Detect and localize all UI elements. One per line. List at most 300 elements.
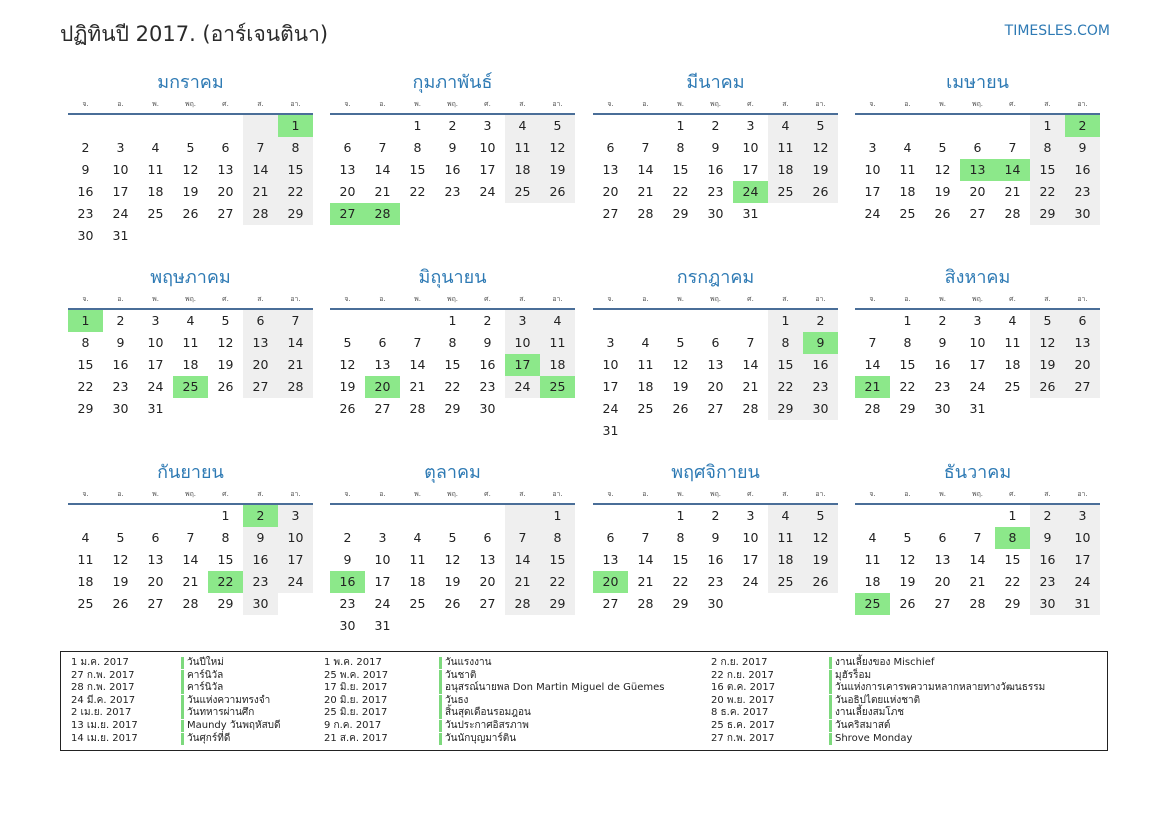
day-cell[interactable]: 31 xyxy=(602,423,619,438)
holiday-day-cell[interactable]: 8 xyxy=(995,527,1030,549)
day-cell[interactable]: 25 xyxy=(1004,379,1021,394)
day-cell[interactable]: 7 xyxy=(186,530,195,545)
day-cell[interactable]: 14 xyxy=(409,357,426,372)
day-cell[interactable]: 18 xyxy=(1004,357,1021,372)
day-cell[interactable]: 4 xyxy=(186,313,195,328)
day-cell[interactable]: 1 xyxy=(768,310,803,332)
day-cell[interactable]: 5 xyxy=(221,313,230,328)
day-cell[interactable]: 3 xyxy=(483,118,492,133)
day-cell[interactable]: 7 xyxy=(378,140,387,155)
day-cell[interactable]: 31 xyxy=(969,401,986,416)
day-cell[interactable]: 26 xyxy=(217,379,234,394)
day-cell[interactable]: 11 xyxy=(1004,335,1021,350)
day-cell[interactable]: 18 xyxy=(768,549,803,571)
day-cell[interactable]: 5 xyxy=(676,335,685,350)
day-cell[interactable]: 17 xyxy=(374,574,391,589)
day-cell[interactable]: 12 xyxy=(182,162,199,177)
day-cell[interactable]: 28 xyxy=(409,401,426,416)
day-cell[interactable]: 31 xyxy=(742,206,759,221)
day-cell[interactable]: 5 xyxy=(938,140,947,155)
day-cell[interactable]: 7 xyxy=(413,335,422,350)
day-cell[interactable]: 16 xyxy=(803,354,838,376)
day-cell[interactable]: 29 xyxy=(77,401,94,416)
day-cell[interactable]: 5 xyxy=(186,140,195,155)
day-cell[interactable]: 17 xyxy=(742,162,759,177)
day-cell[interactable]: 28 xyxy=(278,376,313,398)
day-cell[interactable]: 27 xyxy=(243,376,278,398)
day-cell[interactable]: 29 xyxy=(278,203,313,225)
holiday-day-cell[interactable]: 1 xyxy=(68,310,103,332)
day-cell[interactable]: 8 xyxy=(81,335,90,350)
day-cell[interactable]: 3 xyxy=(1065,505,1100,527)
day-cell[interactable]: 28 xyxy=(505,593,540,615)
day-cell[interactable]: 6 xyxy=(711,335,720,350)
day-cell[interactable]: 28 xyxy=(637,596,654,611)
day-cell[interactable]: 14 xyxy=(243,159,278,181)
day-cell[interactable]: 21 xyxy=(969,574,986,589)
day-cell[interactable]: 20 xyxy=(602,184,619,199)
day-cell[interactable]: 15 xyxy=(444,357,461,372)
day-cell[interactable]: 2 xyxy=(116,313,125,328)
day-cell[interactable]: 12 xyxy=(934,162,951,177)
day-cell[interactable]: 13 xyxy=(707,357,724,372)
day-cell[interactable]: 12 xyxy=(899,552,916,567)
day-cell[interactable]: 4 xyxy=(903,140,912,155)
day-cell[interactable]: 30 xyxy=(934,401,951,416)
day-cell[interactable]: 8 xyxy=(903,335,912,350)
day-cell[interactable]: 10 xyxy=(479,140,496,155)
day-cell[interactable]: 2 xyxy=(711,118,720,133)
holiday-day-cell[interactable]: 25 xyxy=(855,593,890,615)
day-cell[interactable]: 10 xyxy=(505,332,540,354)
day-cell[interactable]: 7 xyxy=(746,335,755,350)
day-cell[interactable]: 6 xyxy=(606,140,615,155)
day-cell[interactable]: 1 xyxy=(540,505,575,527)
day-cell[interactable]: 4 xyxy=(641,335,650,350)
day-cell[interactable]: 6 xyxy=(973,140,982,155)
day-cell[interactable]: 22 xyxy=(77,379,94,394)
day-cell[interactable]: 31 xyxy=(112,228,129,243)
day-cell[interactable]: 8 xyxy=(676,530,685,545)
day-cell[interactable]: 9 xyxy=(711,530,720,545)
day-cell[interactable]: 4 xyxy=(540,310,575,332)
day-cell[interactable]: 16 xyxy=(707,552,724,567)
day-cell[interactable]: 5 xyxy=(540,115,575,137)
day-cell[interactable]: 4 xyxy=(768,115,803,137)
day-cell[interactable]: 20 xyxy=(1065,354,1100,376)
day-cell[interactable]: 5 xyxy=(448,530,457,545)
day-cell[interactable]: 29 xyxy=(672,596,689,611)
day-cell[interactable]: 18 xyxy=(505,159,540,181)
day-cell[interactable]: 23 xyxy=(339,596,356,611)
day-cell[interactable]: 17 xyxy=(278,549,313,571)
day-cell[interactable]: 21 xyxy=(505,571,540,593)
day-cell[interactable]: 21 xyxy=(742,379,759,394)
day-cell[interactable]: 5 xyxy=(903,530,912,545)
holiday-day-cell[interactable]: 20 xyxy=(593,571,628,593)
day-cell[interactable]: 21 xyxy=(182,574,199,589)
day-cell[interactable]: 2 xyxy=(448,118,457,133)
day-cell[interactable]: 14 xyxy=(742,357,759,372)
day-cell[interactable]: 2 xyxy=(711,508,720,523)
day-cell[interactable]: 20 xyxy=(934,574,951,589)
day-cell[interactable]: 9 xyxy=(243,527,278,549)
day-cell[interactable]: 29 xyxy=(1004,596,1021,611)
day-cell[interactable]: 28 xyxy=(969,596,986,611)
day-cell[interactable]: 2 xyxy=(483,313,492,328)
day-cell[interactable]: 2 xyxy=(938,313,947,328)
day-cell[interactable]: 29 xyxy=(672,206,689,221)
day-cell[interactable]: 6 xyxy=(343,140,352,155)
day-cell[interactable]: 6 xyxy=(938,530,947,545)
day-cell[interactable]: 19 xyxy=(112,574,129,589)
day-cell[interactable]: 23 xyxy=(1030,571,1065,593)
day-cell[interactable]: 2 xyxy=(803,310,838,332)
day-cell[interactable]: 21 xyxy=(243,181,278,203)
day-cell[interactable]: 12 xyxy=(444,552,461,567)
day-cell[interactable]: 15 xyxy=(77,357,94,372)
day-cell[interactable]: 1 xyxy=(448,313,457,328)
day-cell[interactable]: 10 xyxy=(742,140,759,155)
day-cell[interactable]: 14 xyxy=(374,162,391,177)
day-cell[interactable]: 9 xyxy=(81,162,90,177)
day-cell[interactable]: 27 xyxy=(602,206,619,221)
day-cell[interactable]: 11 xyxy=(505,137,540,159)
day-cell[interactable]: 4 xyxy=(151,140,160,155)
holiday-day-cell[interactable]: 17 xyxy=(505,354,540,376)
day-cell[interactable]: 25 xyxy=(899,206,916,221)
day-cell[interactable]: 24 xyxy=(374,596,391,611)
holiday-day-cell[interactable]: 28 xyxy=(365,203,400,225)
day-cell[interactable]: 2 xyxy=(1030,505,1065,527)
day-cell[interactable]: 18 xyxy=(768,159,803,181)
day-cell[interactable]: 24 xyxy=(602,401,619,416)
day-cell[interactable]: 15 xyxy=(1030,159,1065,181)
day-cell[interactable]: 8 xyxy=(221,530,230,545)
day-cell[interactable]: 28 xyxy=(243,203,278,225)
day-cell[interactable]: 29 xyxy=(899,401,916,416)
day-cell[interactable]: 22 xyxy=(1004,574,1021,589)
day-cell[interactable]: 7 xyxy=(278,310,313,332)
day-cell[interactable]: 24 xyxy=(278,571,313,593)
day-cell[interactable]: 29 xyxy=(540,593,575,615)
day-cell[interactable]: 23 xyxy=(1065,181,1100,203)
day-cell[interactable]: 22 xyxy=(672,184,689,199)
day-cell[interactable]: 30 xyxy=(1065,203,1100,225)
day-cell[interactable]: 17 xyxy=(147,357,164,372)
day-cell[interactable]: 22 xyxy=(1030,181,1065,203)
day-cell[interactable]: 8 xyxy=(278,137,313,159)
day-cell[interactable]: 10 xyxy=(742,530,759,545)
day-cell[interactable]: 23 xyxy=(243,571,278,593)
day-cell[interactable]: 20 xyxy=(479,574,496,589)
day-cell[interactable]: 2 xyxy=(343,530,352,545)
day-cell[interactable]: 13 xyxy=(602,162,619,177)
day-cell[interactable]: 4 xyxy=(1008,313,1017,328)
day-cell[interactable]: 18 xyxy=(899,184,916,199)
day-cell[interactable]: 29 xyxy=(217,596,234,611)
day-cell[interactable]: 5 xyxy=(803,115,838,137)
day-cell[interactable]: 15 xyxy=(278,159,313,181)
holiday-day-cell[interactable]: 2 xyxy=(1065,115,1100,137)
day-cell[interactable]: 25 xyxy=(768,181,803,203)
day-cell[interactable]: 19 xyxy=(934,184,951,199)
day-cell[interactable]: 26 xyxy=(934,206,951,221)
day-cell[interactable]: 19 xyxy=(444,574,461,589)
day-cell[interactable]: 28 xyxy=(742,401,759,416)
day-cell[interactable]: 21 xyxy=(278,354,313,376)
day-cell[interactable]: 14 xyxy=(969,552,986,567)
day-cell[interactable]: 8 xyxy=(540,527,575,549)
day-cell[interactable]: 17 xyxy=(1065,549,1100,571)
day-cell[interactable]: 25 xyxy=(77,596,94,611)
day-cell[interactable]: 1 xyxy=(413,118,422,133)
day-cell[interactable]: 19 xyxy=(803,549,838,571)
day-cell[interactable]: 16 xyxy=(479,357,496,372)
day-cell[interactable]: 18 xyxy=(409,574,426,589)
day-cell[interactable]: 30 xyxy=(479,401,496,416)
day-cell[interactable]: 29 xyxy=(1030,203,1065,225)
day-cell[interactable]: 25 xyxy=(505,181,540,203)
day-cell[interactable]: 17 xyxy=(112,184,129,199)
day-cell[interactable]: 30 xyxy=(803,398,838,420)
day-cell[interactable]: 27 xyxy=(934,596,951,611)
day-cell[interactable]: 20 xyxy=(243,354,278,376)
day-cell[interactable]: 4 xyxy=(768,505,803,527)
day-cell[interactable]: 9 xyxy=(1030,527,1065,549)
day-cell[interactable]: 27 xyxy=(479,596,496,611)
day-cell[interactable]: 6 xyxy=(378,335,387,350)
day-cell[interactable]: 6 xyxy=(1065,310,1100,332)
day-cell[interactable]: 15 xyxy=(768,354,803,376)
holiday-day-cell[interactable]: 9 xyxy=(803,332,838,354)
day-cell[interactable]: 6 xyxy=(483,530,492,545)
day-cell[interactable]: 19 xyxy=(339,379,356,394)
day-cell[interactable]: 13 xyxy=(339,162,356,177)
day-cell[interactable]: 25 xyxy=(768,571,803,593)
day-cell[interactable]: 17 xyxy=(479,162,496,177)
day-cell[interactable]: 13 xyxy=(217,162,234,177)
day-cell[interactable]: 24 xyxy=(112,206,129,221)
day-cell[interactable]: 7 xyxy=(243,137,278,159)
holiday-day-cell[interactable]: 22 xyxy=(208,571,243,593)
day-cell[interactable]: 12 xyxy=(672,357,689,372)
day-cell[interactable]: 28 xyxy=(182,596,199,611)
day-cell[interactable]: 26 xyxy=(540,181,575,203)
day-cell[interactable]: 16 xyxy=(444,162,461,177)
day-cell[interactable]: 4 xyxy=(413,530,422,545)
day-cell[interactable]: 11 xyxy=(147,162,164,177)
day-cell[interactable]: 7 xyxy=(868,335,877,350)
day-cell[interactable]: 27 xyxy=(707,401,724,416)
day-cell[interactable]: 30 xyxy=(339,618,356,633)
day-cell[interactable]: 3 xyxy=(973,313,982,328)
day-cell[interactable]: 24 xyxy=(479,184,496,199)
day-cell[interactable]: 18 xyxy=(637,379,654,394)
day-cell[interactable]: 17 xyxy=(864,184,881,199)
day-cell[interactable]: 18 xyxy=(77,574,94,589)
day-cell[interactable]: 10 xyxy=(969,335,986,350)
day-cell[interactable]: 20 xyxy=(147,574,164,589)
day-cell[interactable]: 12 xyxy=(217,335,234,350)
day-cell[interactable]: 1 xyxy=(1008,508,1017,523)
day-cell[interactable]: 19 xyxy=(1030,354,1065,376)
holiday-day-cell[interactable]: 27 xyxy=(330,203,365,225)
holiday-day-cell[interactable]: 2 xyxy=(243,505,278,527)
day-cell[interactable]: 24 xyxy=(1065,571,1100,593)
day-cell[interactable]: 14 xyxy=(637,552,654,567)
day-cell[interactable]: 31 xyxy=(374,618,391,633)
day-cell[interactable]: 21 xyxy=(1004,184,1021,199)
day-cell[interactable]: 19 xyxy=(672,379,689,394)
day-cell[interactable]: 28 xyxy=(1004,206,1021,221)
day-cell[interactable]: 5 xyxy=(803,505,838,527)
day-cell[interactable]: 24 xyxy=(864,206,881,221)
day-cell[interactable]: 19 xyxy=(899,574,916,589)
day-cell[interactable]: 6 xyxy=(221,140,230,155)
day-cell[interactable]: 1 xyxy=(676,508,685,523)
day-cell[interactable]: 3 xyxy=(378,530,387,545)
day-cell[interactable]: 13 xyxy=(602,552,619,567)
day-cell[interactable]: 31 xyxy=(147,401,164,416)
day-cell[interactable]: 21 xyxy=(374,184,391,199)
day-cell[interactable]: 22 xyxy=(409,184,426,199)
day-cell[interactable]: 11 xyxy=(540,332,575,354)
day-cell[interactable]: 22 xyxy=(540,571,575,593)
day-cell[interactable]: 4 xyxy=(505,115,540,137)
day-cell[interactable]: 27 xyxy=(147,596,164,611)
day-cell[interactable]: 6 xyxy=(151,530,160,545)
day-cell[interactable]: 8 xyxy=(768,332,803,354)
day-cell[interactable]: 23 xyxy=(112,379,129,394)
day-cell[interactable]: 11 xyxy=(768,527,803,549)
holiday-day-cell[interactable]: 16 xyxy=(330,571,365,593)
day-cell[interactable]: 3 xyxy=(505,310,540,332)
day-cell[interactable]: 26 xyxy=(182,206,199,221)
day-cell[interactable]: 30 xyxy=(707,596,724,611)
holiday-day-cell[interactable]: 25 xyxy=(173,376,208,398)
holiday-day-cell[interactable]: 14 xyxy=(995,159,1030,181)
day-cell[interactable]: 11 xyxy=(182,335,199,350)
day-cell[interactable]: 13 xyxy=(1065,332,1100,354)
day-cell[interactable]: 24 xyxy=(969,379,986,394)
day-cell[interactable]: 27 xyxy=(969,206,986,221)
day-cell[interactable]: 22 xyxy=(444,379,461,394)
day-cell[interactable]: 14 xyxy=(278,332,313,354)
day-cell[interactable]: 11 xyxy=(864,552,881,567)
day-cell[interactable]: 15 xyxy=(672,162,689,177)
day-cell[interactable]: 6 xyxy=(606,530,615,545)
day-cell[interactable]: 10 xyxy=(278,527,313,549)
day-cell[interactable]: 3 xyxy=(868,140,877,155)
day-cell[interactable]: 15 xyxy=(1004,552,1021,567)
day-cell[interactable]: 2 xyxy=(81,140,90,155)
day-cell[interactable]: 16 xyxy=(112,357,129,372)
day-cell[interactable]: 11 xyxy=(637,357,654,372)
day-cell[interactable]: 20 xyxy=(339,184,356,199)
day-cell[interactable]: 17 xyxy=(742,552,759,567)
day-cell[interactable]: 12 xyxy=(803,527,838,549)
day-cell[interactable]: 5 xyxy=(116,530,125,545)
day-cell[interactable]: 17 xyxy=(602,379,619,394)
day-cell[interactable]: 23 xyxy=(707,184,724,199)
day-cell[interactable]: 10 xyxy=(374,552,391,567)
day-cell[interactable]: 22 xyxy=(768,376,803,398)
day-cell[interactable]: 16 xyxy=(934,357,951,372)
day-cell[interactable]: 9 xyxy=(938,335,947,350)
day-cell[interactable]: 23 xyxy=(479,379,496,394)
day-cell[interactable]: 12 xyxy=(803,137,838,159)
day-cell[interactable]: 12 xyxy=(112,552,129,567)
day-cell[interactable]: 11 xyxy=(409,552,426,567)
day-cell[interactable]: 16 xyxy=(707,162,724,177)
day-cell[interactable]: 26 xyxy=(112,596,129,611)
day-cell[interactable]: 15 xyxy=(409,162,426,177)
day-cell[interactable]: 3 xyxy=(746,118,755,133)
day-cell[interactable]: 18 xyxy=(540,354,575,376)
day-cell[interactable]: 19 xyxy=(803,159,838,181)
day-cell[interactable]: 27 xyxy=(602,596,619,611)
day-cell[interactable]: 8 xyxy=(1030,137,1065,159)
day-cell[interactable]: 26 xyxy=(803,181,838,203)
day-cell[interactable]: 10 xyxy=(147,335,164,350)
day-cell[interactable]: 18 xyxy=(147,184,164,199)
day-cell[interactable]: 26 xyxy=(672,401,689,416)
day-cell[interactable]: 13 xyxy=(374,357,391,372)
day-cell[interactable]: 12 xyxy=(1030,332,1065,354)
day-cell[interactable]: 14 xyxy=(505,549,540,571)
day-cell[interactable]: 30 xyxy=(707,206,724,221)
day-cell[interactable]: 11 xyxy=(77,552,94,567)
day-cell[interactable]: 29 xyxy=(444,401,461,416)
day-cell[interactable]: 23 xyxy=(77,206,94,221)
day-cell[interactable]: 15 xyxy=(540,549,575,571)
day-cell[interactable]: 9 xyxy=(711,140,720,155)
day-cell[interactable]: 13 xyxy=(479,552,496,567)
day-cell[interactable]: 22 xyxy=(278,181,313,203)
day-cell[interactable]: 7 xyxy=(641,530,650,545)
day-cell[interactable]: 18 xyxy=(864,574,881,589)
day-cell[interactable]: 15 xyxy=(899,357,916,372)
day-cell[interactable]: 14 xyxy=(637,162,654,177)
day-cell[interactable]: 19 xyxy=(182,184,199,199)
day-cell[interactable]: 23 xyxy=(934,379,951,394)
brand-link[interactable]: TIMESLES.COM xyxy=(1004,23,1110,39)
day-cell[interactable]: 5 xyxy=(343,335,352,350)
day-cell[interactable]: 29 xyxy=(768,398,803,420)
day-cell[interactable]: 12 xyxy=(339,357,356,372)
day-cell[interactable]: 5 xyxy=(1030,310,1065,332)
day-cell[interactable]: 25 xyxy=(409,596,426,611)
day-cell[interactable]: 28 xyxy=(864,401,881,416)
day-cell[interactable]: 24 xyxy=(505,376,540,398)
day-cell[interactable]: 24 xyxy=(147,379,164,394)
day-cell[interactable]: 21 xyxy=(637,574,654,589)
day-cell[interactable]: 25 xyxy=(147,206,164,221)
day-cell[interactable]: 27 xyxy=(374,401,391,416)
day-cell[interactable]: 26 xyxy=(339,401,356,416)
day-cell[interactable]: 10 xyxy=(602,357,619,372)
day-cell[interactable]: 9 xyxy=(343,552,352,567)
day-cell[interactable]: 26 xyxy=(803,571,838,593)
holiday-day-cell[interactable]: 25 xyxy=(540,376,575,398)
holiday-day-cell[interactable]: 13 xyxy=(960,159,995,181)
day-cell[interactable]: 13 xyxy=(934,552,951,567)
day-cell[interactable]: 24 xyxy=(742,574,759,589)
holiday-day-cell[interactable]: 24 xyxy=(733,181,768,203)
day-cell[interactable]: 30 xyxy=(243,593,278,615)
day-cell[interactable]: 3 xyxy=(151,313,160,328)
